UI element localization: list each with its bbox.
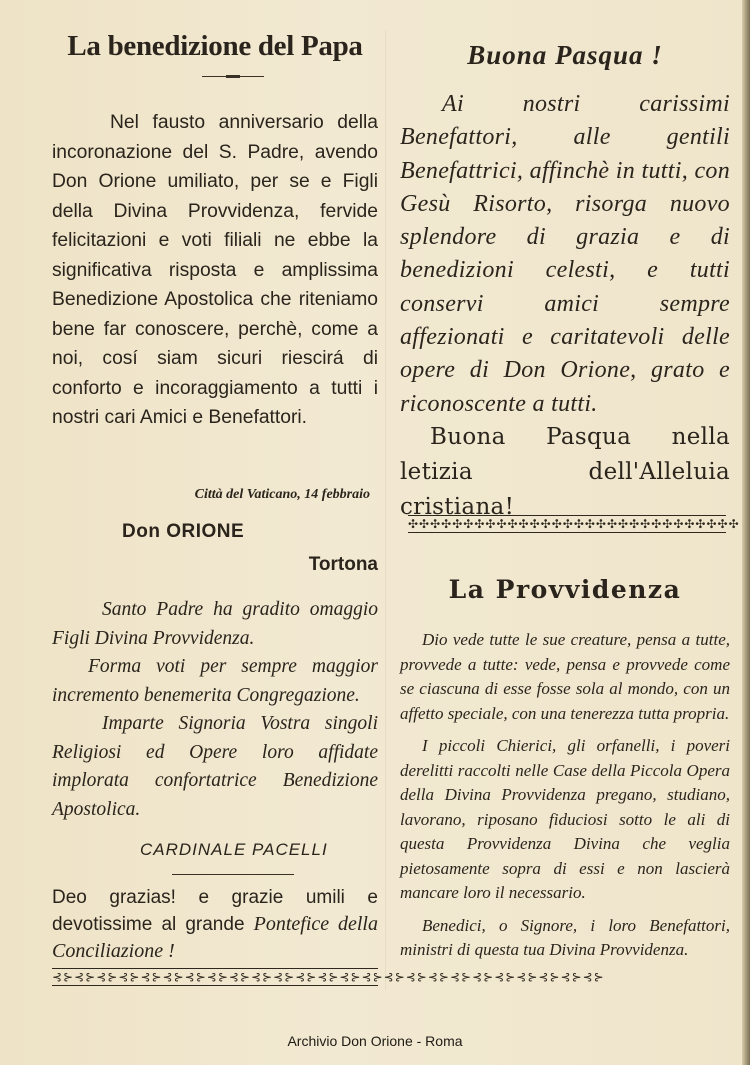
providence-title: La Provvidenza [448,575,682,604]
place-date: Città del Vaticano, 14 febbraio [194,487,370,502]
article-title-blessing: La benedizione del Papa [67,30,363,62]
blessing-paragraph-text: Nel fausto anniversario della incoronazione del S. Padre, avendo Don Orione umiliato, per se e Figli della Divina Provvidenza, fervide felicitazioni e voti filiali ne ebbe la significativa risposta e amplissima Benedizione Apostolica che riteniamo bene far conoscere, perchè, come a noi, cosí siam sicuri riescirá di conforto e incoraggiamento a tutti i nostri cari Amici e Benefattori. [52,112,378,428]
recipient-name: Don ORIONE [122,521,245,542]
easter-title: Buona Pasqua ! [467,40,663,70]
archive-footer: Archivio Don Orione - Roma [287,1033,463,1049]
easter-greeting [400,88,730,421]
providence-paragraph-2: I piccoli Chierici, gli orfanelli, i poveri derelitti raccolti nelle Case della Piccola Opera della Divina Provvidenza pregano, studiano, lavorano, riposano fiduciosi sotto le ali di questa Provvidenza Divina che veglia pietosamente sopra di essi e non lascierà mancare loro il necessario. [400,736,730,902]
ornament-border-left: ⊰⊱⊰⊱⊰⊱⊰⊱⊰⊱⊰⊱⊰⊱⊰⊱⊰⊱⊰⊱⊰⊱⊰⊱⊰⊱⊰⊱⊰⊱⊰⊱⊰⊱⊰⊱⊰⊱⊰⊱⊰⊱⊰⊱⊰⊱⊰⊱⊰⊱ [52,970,605,984]
page-edge-shadow [742,0,750,1065]
column-separator [385,30,386,990]
providence-text [400,628,730,971]
blessing-paragraph [52,108,378,433]
closing-text: Deo grazias! e grazie umili e devotissime al grande [52,887,378,935]
ornament-border-right: ✣✣✣✣✣✣✣✣✣✣✣✣✣✣✣✣✣✣✣✣✣✣✣✣✣✣✣✣✣✣ [408,517,740,531]
telegram-line-3: Imparte Signoria Vostra singoli Religiosi ed Opere loro affidate implorata confortatrice Benedizione Apostolica. [52,713,378,820]
easter-wish [400,420,730,525]
title-rule [202,76,264,77]
cardinal-signature: CARDINALE PACELLI [140,840,328,859]
section-rule [172,874,294,875]
providence-paragraph-3: Benedici, o Signore, i loro Benefattori, ministri di questa tua Divina Provvidenza. [400,915,730,959]
telegram-text [52,596,378,824]
telegram-line-1: Santo Padre ha gradito omaggio Figli Divina Provvidenza. [52,599,378,649]
closing-paragraph [52,884,378,965]
providence-paragraph-1: Dio vede tutte le sue creature, pensa a tutte, provvede a tutte: vede, pensa e provvede come se ciascuna di esse fosse sola al mondo, con un affetto speciale, con una tenerezza tutta propria. [400,630,730,723]
telegram-line-2: Forma voti per sempre maggior incremento benemerita Congregazione. [52,656,378,706]
easter-greeting-text: Ai nostri carissimi Benefattori, alle gentili Benefattrici, affinchè in tutti, con Gesù Risorto, risorga nuovo splendore di grazia e di benedizioni celesti, e tutti conservi amici sempre affezionati e caritatevoli delle opere di Don Orione, grato e riconoscente a tutti. [400,91,730,417]
closing-italic: Pontefice della Conciliazione ! [52,913,378,962]
easter-wish-text: Buona Pasqua nella letizia dell'Alleluia cristiana! [400,424,730,520]
recipient-city: Tortona [308,554,378,575]
